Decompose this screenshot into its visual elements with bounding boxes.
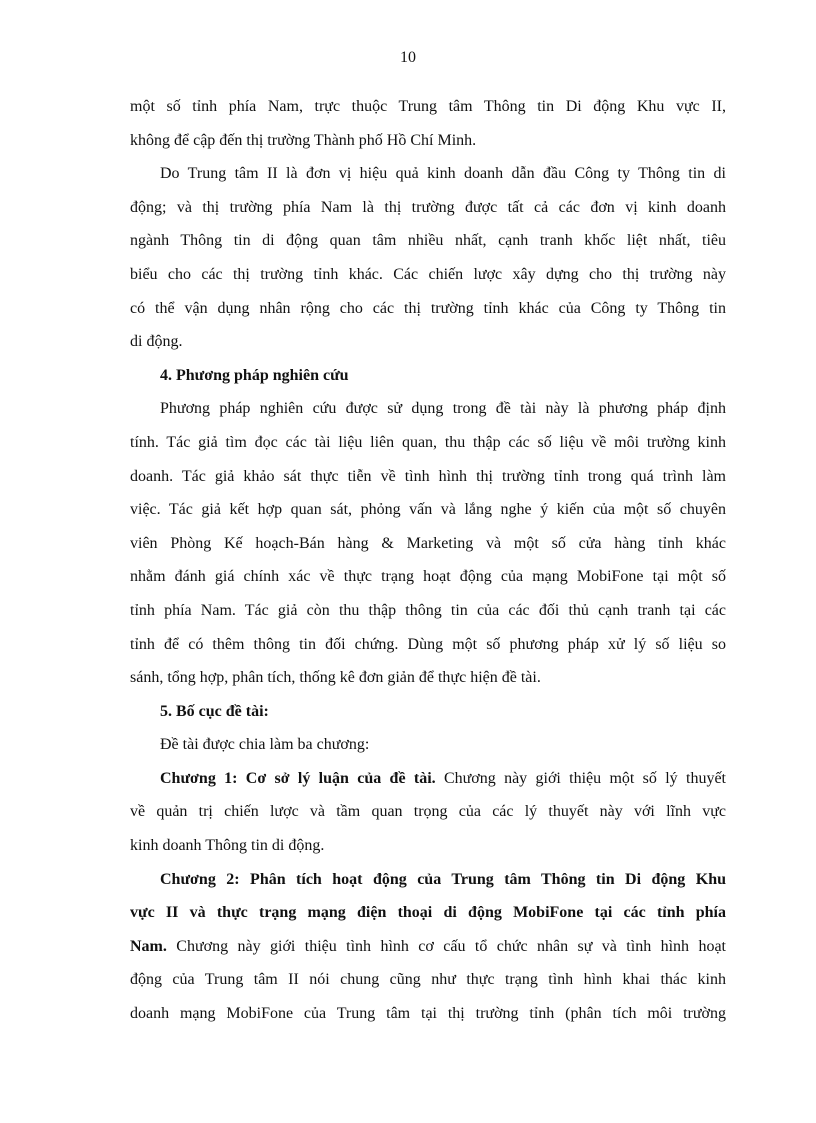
paragraph-structure-intro: Đề tài được chia làm ba chương: xyxy=(160,736,370,754)
section-heading-research-method: 4. Phương pháp nghiên cứu xyxy=(160,366,349,384)
text-line: biểu cho các thị trường tỉnh khác. Các chiến lược xây dựng cho thị trường này xyxy=(130,265,726,283)
chapter-2-title-end: Nam. xyxy=(130,937,167,955)
text-line: doanh. Tác giả khảo sát thực tiễn về tình hình thị trường tỉnh trong quá trình làm xyxy=(130,467,726,485)
text-line: tính. Tác giả tìm đọc các tài liệu liên quan, thu thập các số liệu về môi trường kinh xyxy=(130,433,726,451)
text-line: việc. Tác giả kết hợp quan sát, phỏng vấn và lắng nghe ý kiến của một số chuyên xyxy=(130,501,726,519)
text-line: có thể vận dụng nhân rộng cho các thị trường tỉnh khác của Công ty Thông tin xyxy=(130,299,726,317)
section-heading-structure: 5. Bố cục đề tài: xyxy=(160,702,269,720)
text-line xyxy=(130,930,726,964)
chapter-2-title-line: Chương 2: Phân tích hoạt động của Trung tâm Thông tin Di động Khu xyxy=(160,870,726,888)
chapter-1-summary-start: Chương này giới thiệu một số lý thuyết xyxy=(435,769,726,787)
page-number: 10 xyxy=(400,49,416,66)
text-line: tỉnh phía Nam. Tác giả còn thu thập thông tin của các đối thủ cạnh tranh tại các xyxy=(130,601,726,619)
chapter-2-summary-start: Chương này giới thiệu tình hình cơ cấu tổ chức nhân sự và tình hình hoạt xyxy=(166,937,726,955)
text-line: ngành Thông tin di động quan tâm nhiều nhất, cạnh tranh khốc liệt nhất, tiêu xyxy=(130,232,726,250)
text-line xyxy=(130,762,726,796)
paragraph-scope-continued xyxy=(130,90,726,157)
text-line: viên Phòng Kế hoạch-Bán hàng & Marketing và một số cửa hàng tỉnh khác xyxy=(130,534,726,552)
text-line: nhằm đánh giá chính xác về thực trạng hoạt động của mạng MobiFone tại một số xyxy=(130,568,726,586)
chapter-1-title: Chương 1: Cơ sở lý luận của đề tài. xyxy=(160,769,436,787)
text-line: tỉnh để có thêm thông tin đối chứng. Dùng một số phương pháp xử lý số liệu so xyxy=(130,635,726,653)
text-line: động; và thị trường phía Nam là thị trường được tất cả các đơn vị kinh doanh xyxy=(130,198,726,216)
text-line: về quản trị chiến lược và tầm quan trọng của các lý thuyết này với lĩnh vực xyxy=(130,803,726,821)
text-line: không để cập đến thị trường Thành phố Hồ Chí Minh. xyxy=(130,131,477,149)
paragraph-chapter-1 xyxy=(130,762,726,863)
text-line: động của Trung tâm II nói chung cũng như thực trạng tình hình khai thác kinh xyxy=(130,971,726,989)
page-body xyxy=(130,90,726,1031)
text-line: kinh doanh Thông tin di động. xyxy=(130,837,325,855)
paragraph-market-rationale xyxy=(130,157,726,359)
text-line: Phương pháp nghiên cứu được sử dụng trong đề tài này là phương pháp định xyxy=(160,400,726,418)
text-line: di động. xyxy=(130,333,183,351)
text-line: Do Trung tâm II là đơn vị hiệu quả kinh doanh dẫn đầu Công ty Thông tin di xyxy=(160,165,726,183)
paragraph-chapter-2 xyxy=(130,863,726,1031)
paragraph-research-method xyxy=(130,392,726,694)
text-line: doanh mạng MobiFone của Trung tâm tại thị trường tỉnh (phân tích môi trường xyxy=(130,1005,726,1023)
text-line: sánh, tổng hợp, phân tích, thống kê đơn giản để thực hiện đề tài. xyxy=(130,669,541,687)
chapter-2-title-line: vực II và thực trạng mạng điện thoại di động MobiFone tại các tỉnh phía xyxy=(130,904,726,922)
text-line: một số tỉnh phía Nam, trực thuộc Trung tâm Thông tin Di động Khu vực II, xyxy=(130,98,726,115)
